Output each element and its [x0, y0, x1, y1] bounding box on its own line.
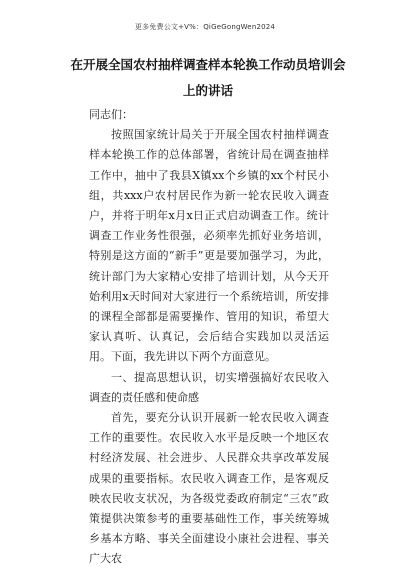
paragraph-section-1: 首先，要充分认识开展新一轮农民收入调查工作的重要性。农民收入水平是反映一个地区农村经济发展、社会进步、人民群众共享改革发展成果的重要指标。农民收入调查工作，是客观反映农民收支状况，为各级党委政府制定“三农”政策提供决策参考的重要基础性工作，事关统筹城乡基本方略、事关全面建设小康社会进程、事关广大农: [89, 411, 329, 566]
salutation: 同志们：: [89, 108, 133, 121]
header-note: 更多免费公文+V%：QiGeGongWen2024: [134, 23, 276, 31]
document-title: 在开展全国农村抽样调查样本轮换工作动员培训会上的讲话: [70, 57, 346, 98]
paragraph-intro: 按照国家统计局关于开展全国农村抽样调查样本轮换工作的总体部署，省统计局在调查抽样工作中，抽中了我县X镇xx个乡镇的xx个村民小组，共xxx户农村居民作为新一轮农民收入调查户，并将于明年x月x日正式启动调查工作。统计调查工作业务性很强，必须率先抓好业务培训，特别是这方面的“新手”更是要加强学习，为此，统计部门为大家精心安排了培训计划，从今天开始利用x天时间对大家进行一个系统培训，所安排的课程全部都是需要操作、管用的知识，希望大家认真听、认真记，会后结合实践加以灵活运用。下面，我先讲以下两个方面意见。: [89, 128, 329, 364]
document-body: [89, 105, 329, 570]
section-heading-1: 一、提高思想认识，切实增强搞好农民收入调查的责任感和使命感: [89, 370, 329, 404]
